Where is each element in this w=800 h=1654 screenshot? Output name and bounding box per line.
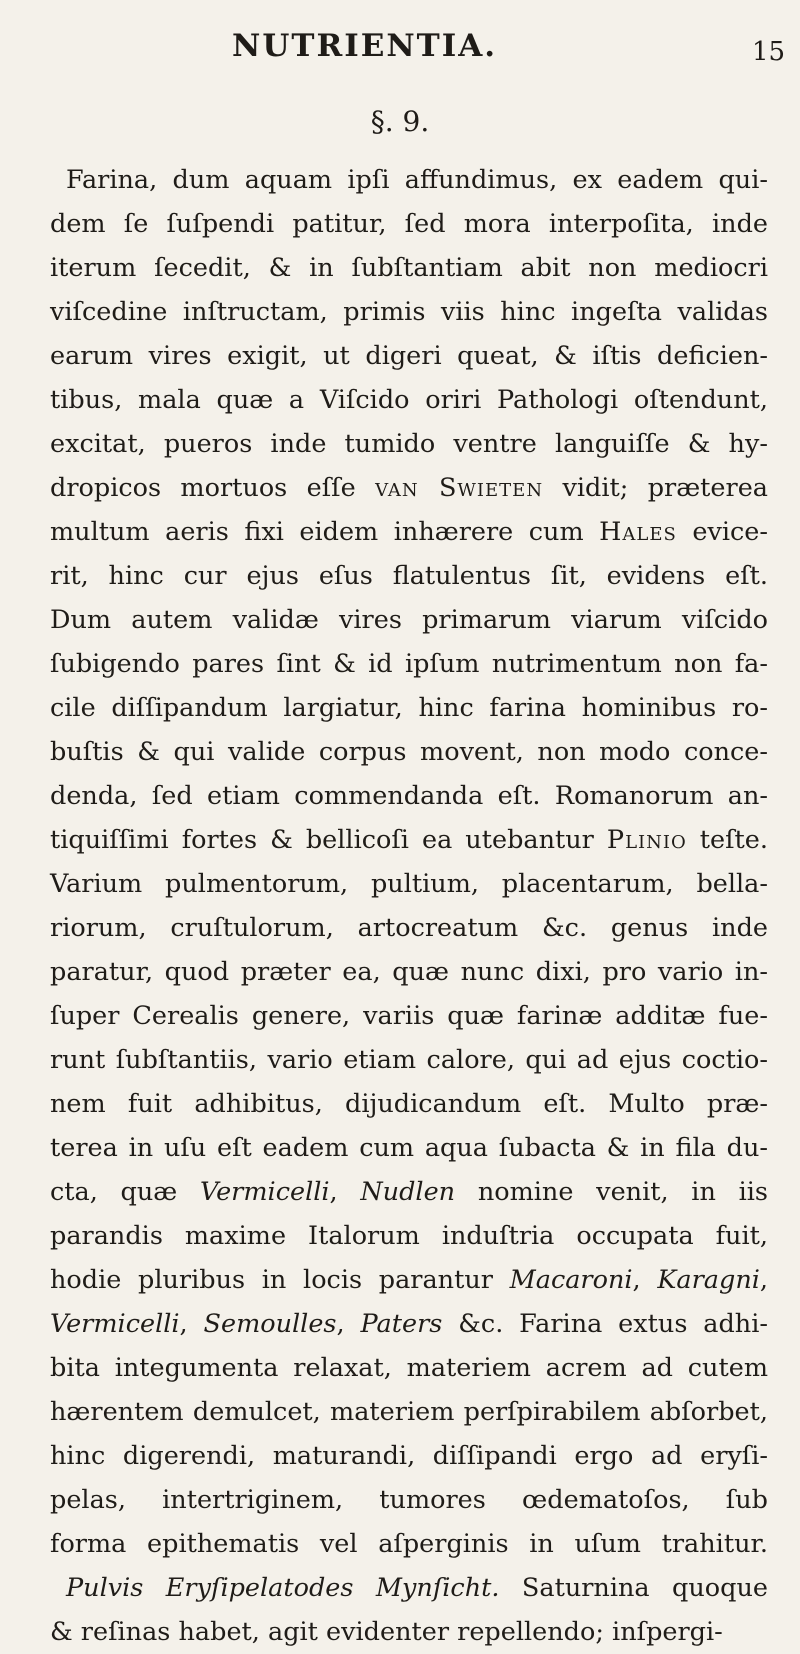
text-line [50,598,768,642]
text-run: iterum ſecedit, & in ſubſtantiam abit non mediocri [50,253,768,283]
text-run: multum aeris fixi eidem inhærere cum [50,517,600,547]
text-line [50,906,768,950]
text-run: parandis maxime Italorum induſtria occupata fuit, [50,1221,768,1251]
text-line [50,642,768,686]
text-line [50,334,768,378]
text-run: dropicos mortuos eſſe [50,473,376,503]
text-run: forma epithematis vel aſperginis in uſum trahitur. [50,1529,768,1559]
text-line [50,1434,768,1478]
author-name: van Swieten [375,473,544,503]
text-line [50,466,768,510]
italic-term: Vermicelli [50,1309,180,1339]
text-line [50,158,768,202]
text-run: , [759,1265,769,1295]
text-line [50,1302,768,1346]
text-line [50,1214,768,1258]
text-run: denda, ſed etiam commendanda eſt. Romanorum an- [50,781,768,811]
text-line [50,554,768,598]
text-run: , [632,1265,658,1295]
italic-term: Vermicelli [200,1177,330,1207]
text-run: , [179,1309,204,1339]
text-run: cile diſſipandum largiatur, hinc farina hominibus ro- [50,693,768,723]
running-head [0,20,800,70]
text-line [50,1126,768,1170]
text-line [50,1522,768,1566]
italic-term: Karagni [657,1265,760,1295]
text-run: hodie pluribus in locis parantur [50,1265,510,1295]
text-line [50,510,768,554]
text-run: rit, hinc cur ejus eſus flatulentus ſit, evidens eſt. [50,561,768,591]
italic-term: Pulvis Eryſipelatodes Mynſicht. [66,1573,500,1603]
text-line [50,862,768,906]
text-run: riorum, cruſtulorum, artocreatum &c. genus inde [50,913,768,943]
text-run: teſte. [686,825,768,855]
text-run: pelas, intertriginem, tumores œdematoſos, ſub [50,1485,768,1515]
text-run: terea in uſu eſt eadem cum aqua ſubacta & in fila du- [50,1133,768,1163]
text-line [50,686,768,730]
text-run: evice- [676,517,768,547]
text-line [50,202,768,246]
text-run: vidit; præterea [543,473,768,503]
text-run: runt ſubſtantiis, vario etiam calore, qui ad ejus coctio- [50,1045,768,1075]
running-title: NUTRIENTIA. [232,28,498,64]
text-run: tiquiſſimi fortes & bellicoſi ea utebantur [50,825,607,855]
text-run: earum vires exigit, ut digeri queat, & iſtis deficien- [50,341,768,371]
text-run: cta, quæ [50,1177,200,1207]
text-run: paratur, quod præter ea, quæ nunc dixi, pro vario in- [50,957,768,987]
text-line [50,1082,768,1126]
text-line [50,1390,768,1434]
text-run: buſtis & qui valide corpus movent, non modo conce- [50,737,768,767]
text-run: Farina, dum aquam ipſi affundimus, ex eadem qui- [66,165,768,195]
text-run: excitat, pueros inde tumido ventre languiſſe & hy- [50,429,768,459]
text-line [50,818,768,862]
text-run: &c. Farina extus adhi- [442,1309,768,1339]
text-line [50,378,768,422]
text-run: Dum autem validæ vires primarum viarum viſcido [50,605,768,635]
section-number: §. 9. [370,105,430,138]
text-line [50,1038,768,1082]
text-run: hærentem demulcet, materiem perſpirabilem abſorbet, [50,1397,768,1427]
text-run: , [329,1177,361,1207]
text-line [50,994,768,1038]
italic-term: Macaroni [509,1265,633,1295]
text-line [50,1170,768,1214]
text-line [50,1478,768,1522]
italic-term: Paters [360,1309,443,1339]
text-run: hinc digerendi, maturandi, diſſipandi ergo ad eryſi- [50,1441,768,1471]
text-run: ſubigendo pares ſint & id ipſum nutrimentum non fa- [50,649,768,679]
text-line [50,730,768,774]
text-run: Saturnina quoque [499,1573,768,1603]
author-name: Plinio [606,825,687,855]
text-run: tibus, mala quæ a Viſcido oriri Pathologi oſtendunt, [50,385,768,415]
text-run: bita integumenta relaxat, materiem acrem ad cutem [50,1353,768,1383]
italic-term: Nudlen [360,1177,456,1207]
text-line [50,1346,768,1390]
text-run: , [336,1309,361,1339]
text-line [50,950,768,994]
text-line [50,246,768,290]
text-line [50,422,768,466]
body-text [50,158,768,1654]
text-line [50,1610,768,1654]
text-line [50,1566,768,1610]
text-line [50,1258,768,1302]
page-number: 15 [752,37,786,67]
text-run: & reſinas habet, agit evidenter repellendo; inſpergi- [50,1617,723,1647]
text-run: nomine venit, in iis [455,1177,769,1207]
text-run: ſuper Cerealis genere, variis quæ farinæ additæ fue- [50,1001,768,1031]
text-line [50,290,768,334]
text-run: viſcedine inſtructam, primis viis hinc ingeſta validas [50,297,768,327]
text-line [50,774,768,818]
text-run: Varium pulmentorum, pultium, placentarum, bella- [50,869,768,899]
author-name: Hales [599,517,677,547]
italic-term: Semoulles [203,1309,337,1339]
text-run: dem ſe ſuſpendi patitur, ſed mora interpoſita, inde [50,209,768,239]
text-run: nem fuit adhibitus, dijudicandum eſt. Multo præ- [50,1089,768,1119]
